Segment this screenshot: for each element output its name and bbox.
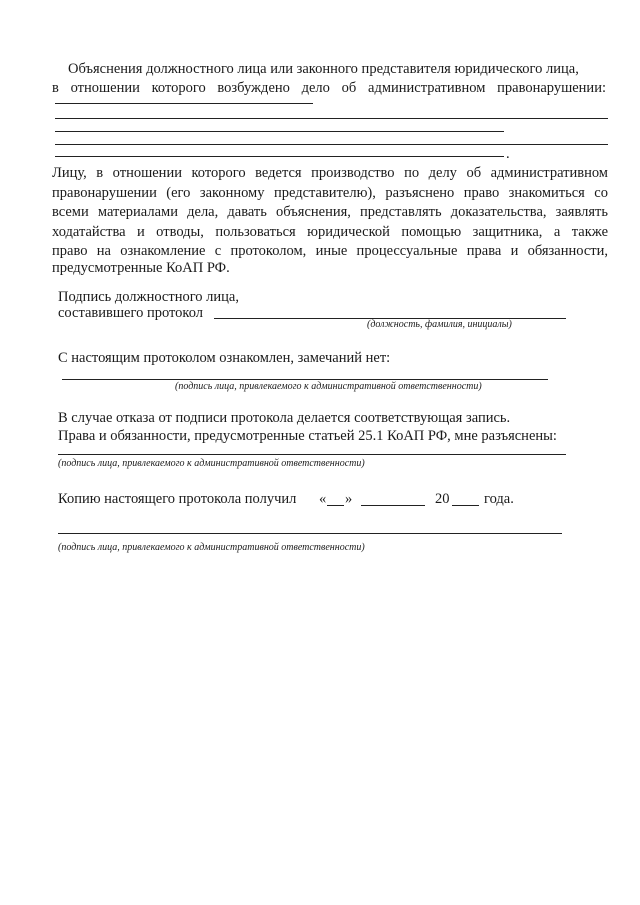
acknowledgement-text: С настоящим протоколом ознакомлен, замечаний нет: xyxy=(58,350,391,366)
rights-paragraph-line1: Лицу, в отношении которого ведется производство по делу об административном xyxy=(52,165,608,181)
explanation-line-2[interactable] xyxy=(55,118,608,119)
explanations-heading-line2: в отношении которого возбуждено дело об административном правонарушении: xyxy=(52,80,606,96)
copy-year-suffix: года. xyxy=(484,491,514,507)
acknowledgement-caption: (подпись лица, привлекаемого к административной ответственности) xyxy=(175,381,482,392)
official-signature-label1: Подпись должностного лица, xyxy=(58,289,239,305)
official-signature-caption: (должность, фамилия, инициалы) xyxy=(367,319,512,330)
rights-paragraph-line5: право на ознакомление с протоколом, иные процессуальные права и обязанности, xyxy=(52,243,608,259)
rights-paragraph-line4: ходатайства и отводы, пользоваться юридической помощью защитника, а также xyxy=(52,223,608,240)
explanation-end-dot: . xyxy=(506,146,510,162)
copy-year-prefix: 20 xyxy=(435,491,450,507)
rights-explained-caption: (подпись лица, привлекаемого к административной ответственности) xyxy=(58,458,365,469)
explanation-line-4[interactable] xyxy=(55,144,608,145)
copy-day-quote-open: « xyxy=(319,491,327,507)
copy-caption: (подпись лица, привлекаемого к административной ответственности) xyxy=(58,542,365,553)
copy-signature-line[interactable] xyxy=(58,533,562,534)
official-signature-label2: составившего протокол xyxy=(58,305,204,321)
copy-day-quote-close: » xyxy=(345,491,353,507)
rights-explained-signature-line[interactable] xyxy=(58,454,566,455)
explanation-line-5[interactable] xyxy=(55,156,504,157)
rights-paragraph-line3: всеми материалами дела, давать объяснения, представлять доказательства, заявлять xyxy=(52,204,608,220)
refusal-note: В случае отказа от подписи протокола делается соответствующая запись. xyxy=(58,410,511,426)
explanation-line-1[interactable] xyxy=(55,103,313,104)
copy-month-field[interactable] xyxy=(361,505,425,506)
copy-received-text: Копию настоящего протокола получил xyxy=(58,491,297,507)
explanations-heading-line1: Объяснения должностного лица или законного представителя юридического лица, xyxy=(68,61,579,77)
acknowledgement-signature-line[interactable] xyxy=(62,379,548,380)
rights-paragraph-line2: правонарушении (его законному представителю), разъяснено право знакомиться со xyxy=(52,184,608,201)
explanation-line-3[interactable] xyxy=(55,131,504,132)
rights-explained-text: Права и обязанности, предусмотренные статьей 25.1 КоАП РФ, мне разъяснены: xyxy=(58,428,557,444)
copy-day-field[interactable] xyxy=(327,505,344,506)
copy-year-field[interactable] xyxy=(452,505,479,506)
rights-paragraph-line6: предусмотренные КоАП РФ. xyxy=(52,260,230,276)
